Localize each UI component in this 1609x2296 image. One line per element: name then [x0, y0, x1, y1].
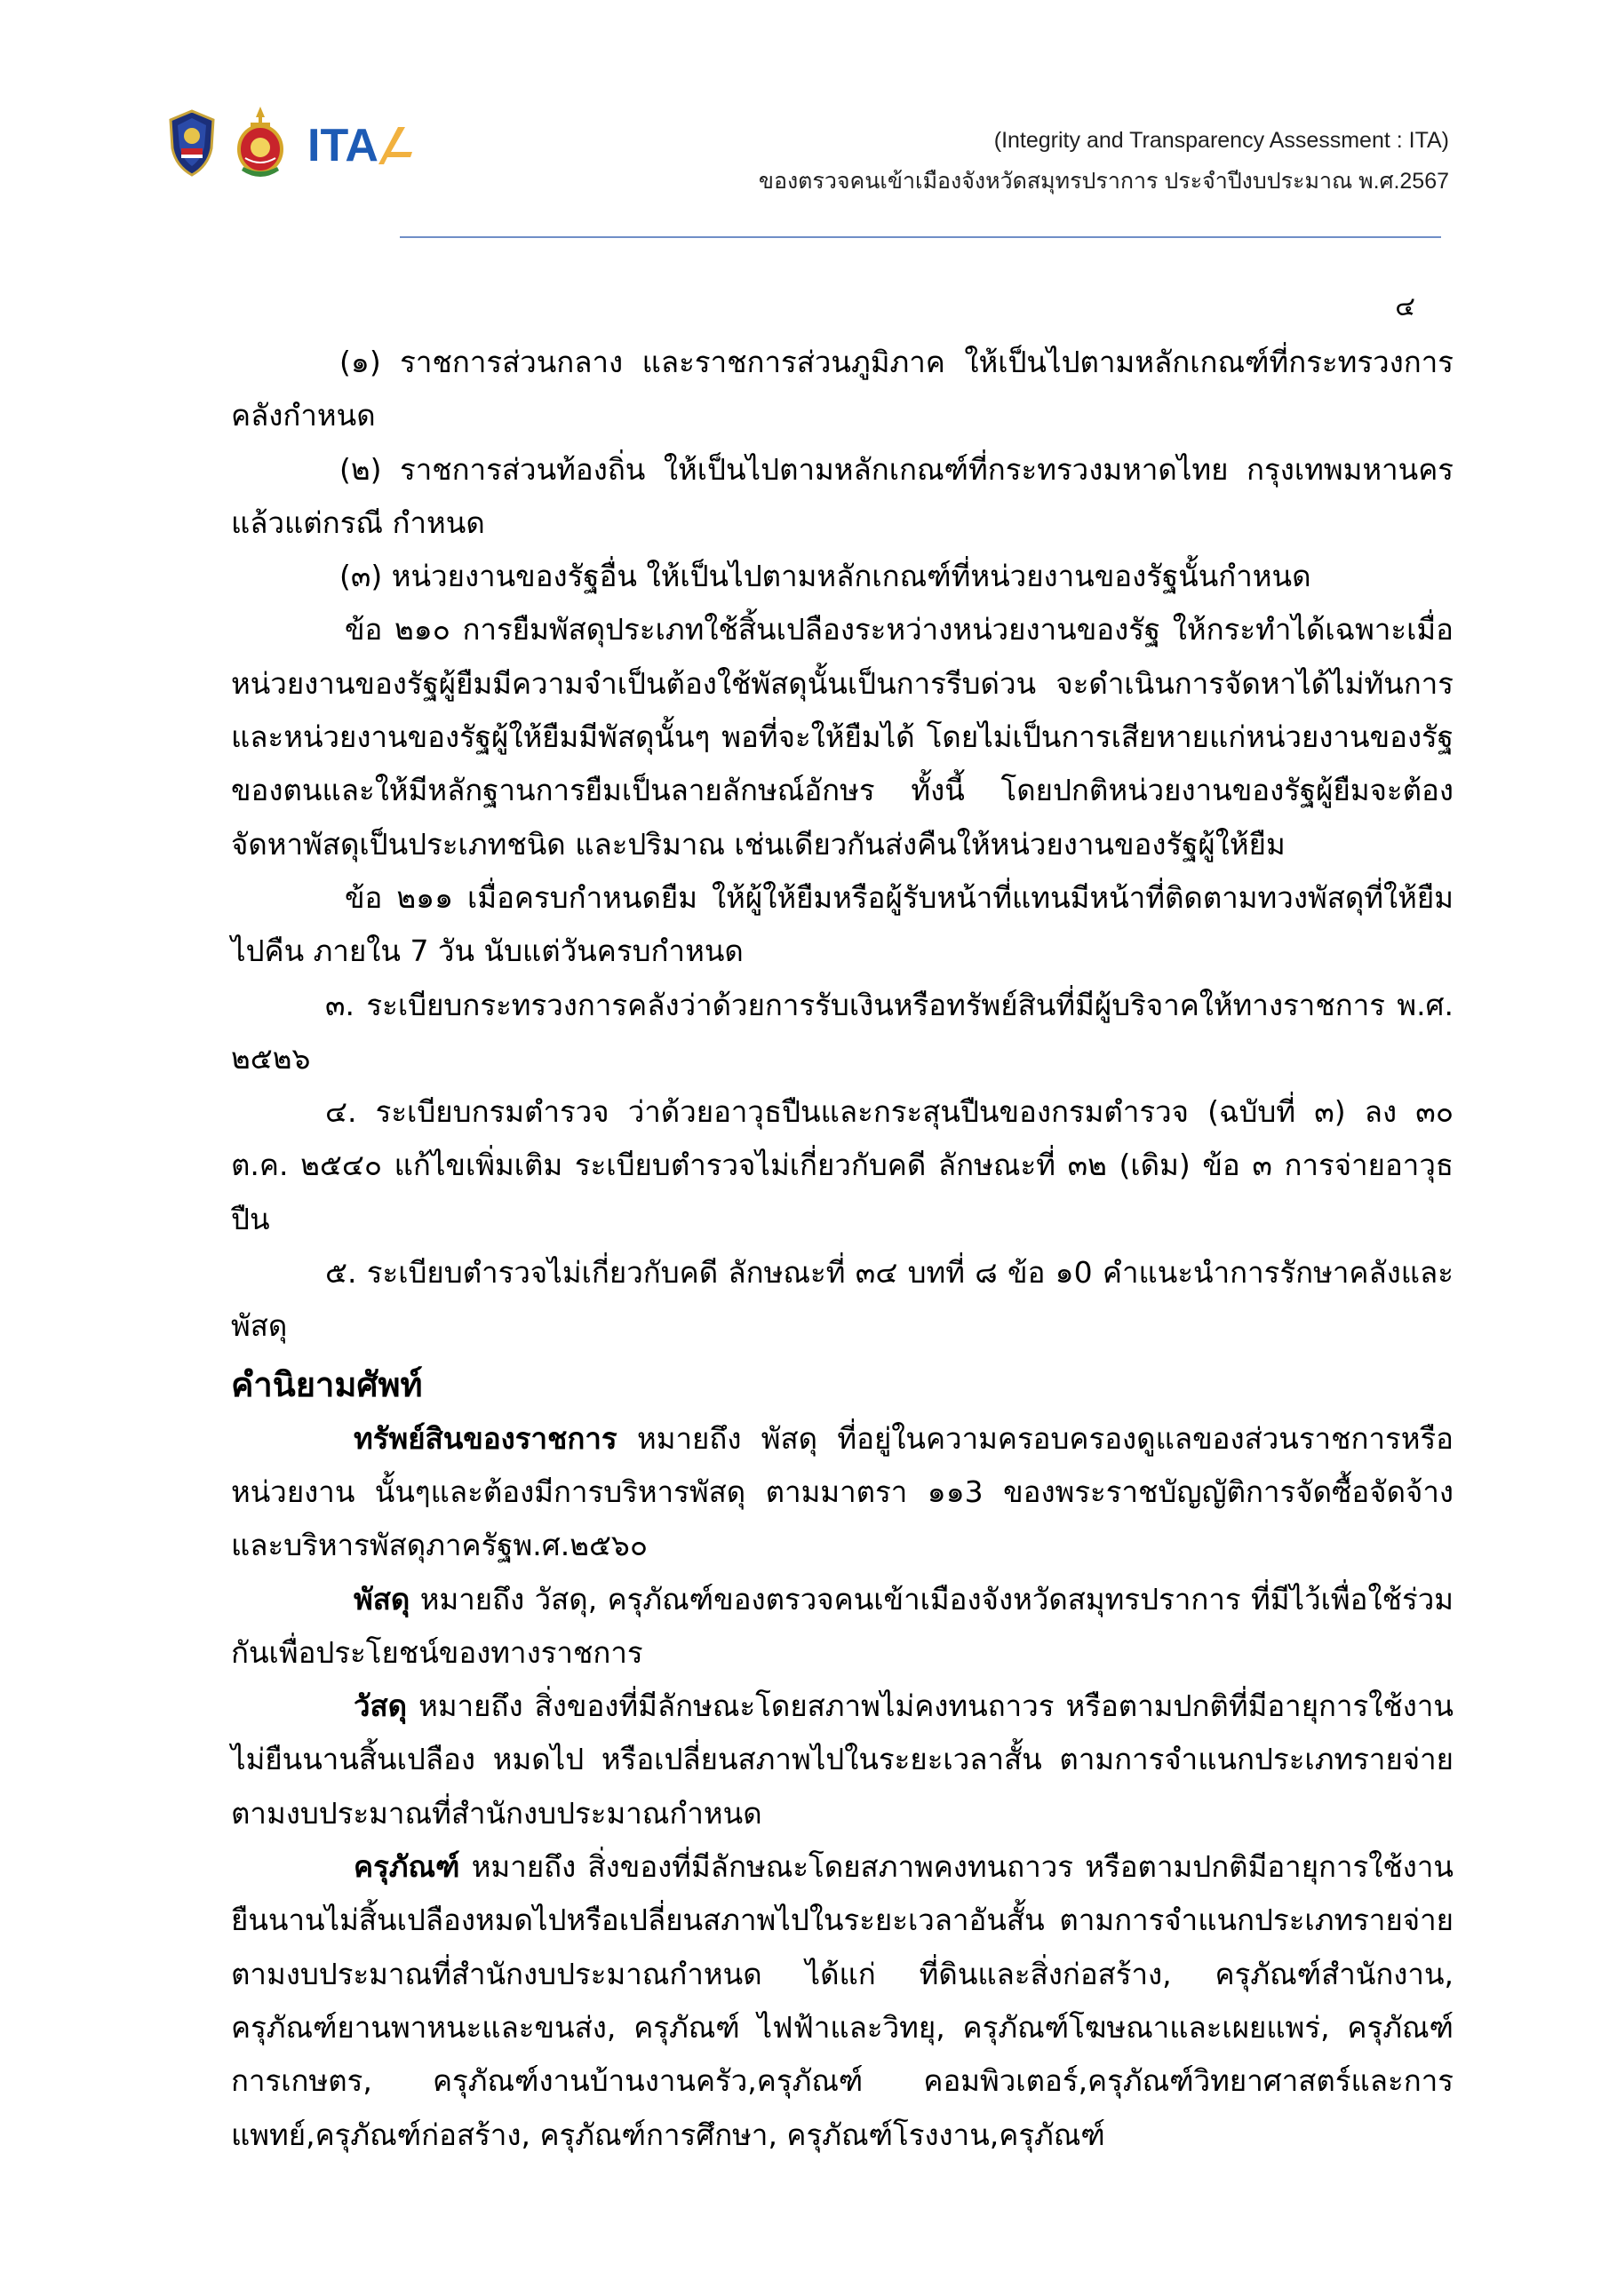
definition-text: หมายถึง วัสดุ, ครุภัณฑ์ของตรวจคนเข้าเมืองจังหวัดสมุทรปราการ ที่มีไว้เพื่อใช้ร่วมกันเพื่อประโยชน์ของทางราชการ [231, 1581, 1454, 1670]
page-number: ๔ [1395, 291, 1415, 322]
header-divider [400, 236, 1441, 238]
definitions-heading: คำนิยามศัพท์ [231, 1364, 423, 1404]
definition-term: พัสดุ [354, 1581, 410, 1617]
definition-term: ทรัพย์สินของราชการ [354, 1420, 617, 1456]
paragraph-regulation-3: ๓. ระเบียบกระทรวงการคลังว่าด้วยการรับเงินหรือทรัพย์สินที่มีผู้บริจาคให้ทางราชการ พ.ศ. ๒๕๒๖ [231, 987, 1454, 1076]
definition-text: หมายถึง พัสดุ ที่อยู่ในความครอบครองดูแลของส่วนราชการหรือหน่วยงาน นั้นๆและต้องมีการบริหารพัสดุ ตามมาตรา ๑๑3 ของพระราชบัญญัติการจัดซื้อจัดจ้างและบริหารพัสดุภาครัฐพ.ศ.๒๕๖๐ [231, 1420, 1454, 1563]
paragraph-article-210: ข้อ ๒๑๐ การยืมพัสดุประเภทใช้สิ้นเปลืองระหว่างหน่วยงานของรัฐ ให้กระทำได้เฉพาะเมื่อหน่วยงานของรัฐผู้ยืมมีความจำเป็นต้องใช้พัสดุนั้นเป็นการรีบด่วน จะดำเนินการจัดหาได้ไม่ทันการและหน่วยงานของรัฐผู้ให้ยืมมีพัสดุนั้นๆ พอที่จะให้ยืมได้ โดยไม่เป็นการเสียหายแก่หน่วยงานของรัฐของตนและให้มีหลักฐานการยืมเป็นลายลักษณ์อักษร ทั้งนี้ โดยปกติหน่วยงานของรัฐผู้ยืมจะต้องจัดหาพัสดุเป็นประเภทชนิด และปริมาณ เช่นเดียวกันส่งคืนให้หน่วยงานของรัฐผู้ให้ยืม [231, 612, 1454, 862]
definition-term: ครุภัณฑ์ [354, 1849, 460, 1885]
header-line-agency: ของตรวจคนเข้าเมืองจังหวัดสมุทรปราการ ประจำปีงบประมาณ พ.ศ.2567 [758, 169, 1449, 194]
immigration-police-emblem-icon [169, 109, 215, 177]
header-line-ita: (Integrity and Transparency Assessment : ITA) [993, 128, 1449, 153]
document-body [231, 336, 1454, 2162]
paragraph-regulation-4: ๔. ระเบียบกรมตำรวจ ว่าด้วยอาวุธปืนและกระสุนปืนของกรมตำรวจ (ฉบับที่ ๓) ลง ๓๐ ต.ค. ๒๕๔๐ แก้ไขเพิ่มเติม ระเบียบตำรวจไม่เกี่ยวกับคดี ลักษณะที่ ๓๒ (เดิม) ข้อ ๓ การจ่ายอาวุธปืน [231, 1094, 1454, 1236]
paragraph-regulation-5: ๕. ระเบียบตำรวจไม่เกี่ยวกับคดี ลักษณะที่ ๓๔ บทที่ ๘ ข้อ ๑0 คำแนะนำการรักษาคลังและพัสดุ [231, 1255, 1454, 1344]
paragraph-central-regional: (๑) ราชการส่วนกลาง และราชการส่วนภูมิภาค ให้เป็นไปตามหลักเกณฑ์ที่กระทรวงการคลังกำหนด [231, 345, 1454, 433]
ita-logo [306, 116, 414, 170]
header-logos [169, 105, 414, 181]
royal-seal-emblem-icon [235, 105, 286, 181]
definition-government-property [231, 1412, 1454, 1573]
definition-materials [231, 1680, 1454, 1840]
ita-logo-text: ITA [307, 120, 378, 170]
definition-equipment [231, 1840, 1454, 2162]
definition-text: หมายถึง สิ่งของที่มีลักษณะโดยสภาพคงทนถาวร หรือตามปกติมีอายุการใช้งานยืนนานไม่สิ้นเปลืองหมดไปหรือเปลี่ยนสภาพไปในระยะเวลาอันสั้น ตามการจำแนกประเภทรายจ่ายตามงบประมาณที่สำนักงบประมาณกำหนด ได้แก่ ที่ดินและสิ่งก่อสร้าง, ครุภัณฑ์สำนักงาน, ครุภัณฑ์ยานพาหนะและขนส่ง, ครุภัณฑ์ ไฟฟ้าและวิทยุ, ครุภัณฑ์โฆษณาและเผยแพร่, ครุภัณฑ์การเกษตร, ครุภัณฑ์งานบ้านงานครัว,ครุภัณฑ์ คอมพิวเตอร์,ครุภัณฑ์วิทยาศาสตร์และการแพทย์,ครุภัณฑ์ก่อสร้าง, ครุภัณฑ์การศึกษา, ครุภัณฑ์โรงงาน,ครุภัณฑ์ [231, 1849, 1454, 2152]
definition-supplies [231, 1573, 1454, 1680]
paragraph-local-government: (๒) ราชการส่วนท้องถิ่น ให้เป็นไปตามหลักเกณฑ์ที่กระทรวงมหาดไทย กรุงเทพมหานคร แล้วแต่กรณี กำหนด [231, 451, 1454, 540]
header-caption [759, 120, 1449, 202]
definition-term: วัสดุ [354, 1688, 408, 1724]
definition-text: หมายถึง สิ่งของที่มีลักษณะโดยสภาพไม่คงทนถาวร หรือตามปกติที่มีอายุการใช้งานไม่ยืนนานสิ้นเปลือง หมดไป หรือเปลี่ยนสภาพไปในระยะเวลาสั้น ตามการจำแนกประเภทรายจ่ายตามงบประมาณที่สำนักงบประมาณกำหนด [231, 1688, 1454, 1831]
paragraph-article-211: ข้อ ๒๑๑ เมื่อครบกำหนดยืม ให้ผู้ให้ยืมหรือผู้รับหน้าที่แทนมีหน้าที่ติดตามทวงพัสดุที่ให้ยืมไปคืน ภายใน 7 วัน นับแต่วันครบกำหนด [231, 879, 1454, 969]
paragraph-other-agency: (๓) หน่วยงานของรัฐอื่น ให้เป็นไปตามหลักเกณฑ์ที่หน่วยงานของรัฐนั้นกำหนด [339, 559, 1311, 594]
